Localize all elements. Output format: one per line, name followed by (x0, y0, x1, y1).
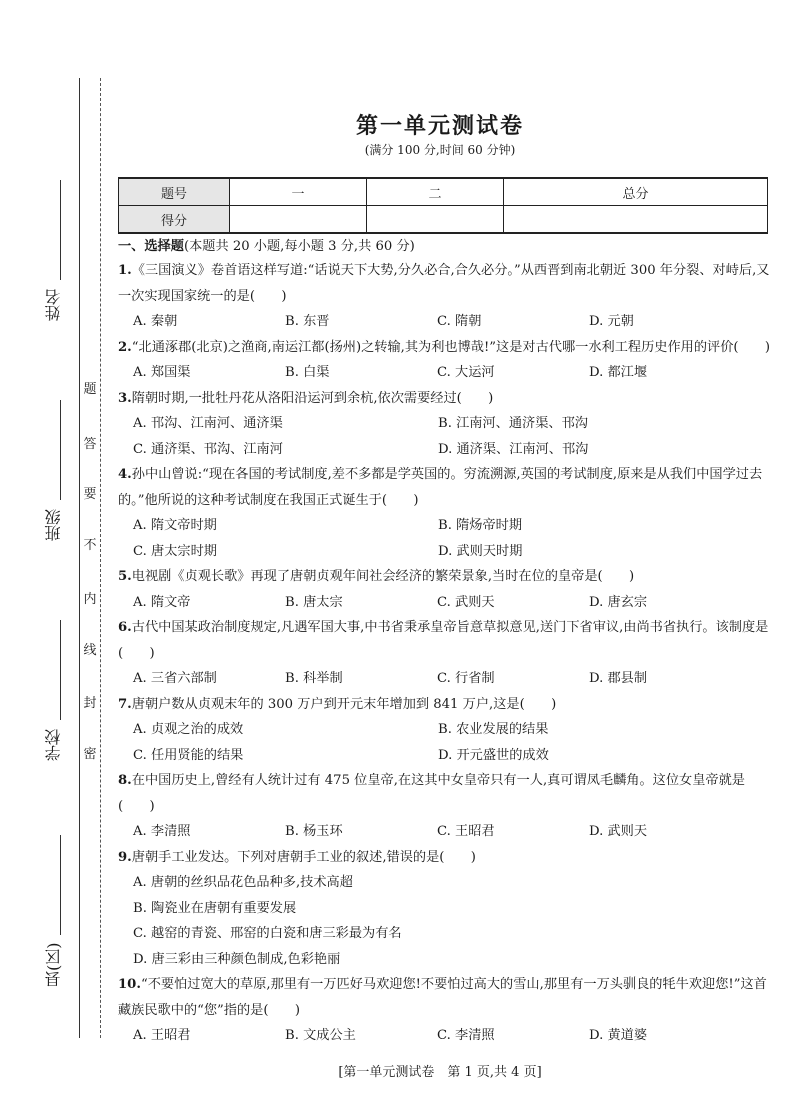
seal-char: 线 (83, 643, 97, 658)
answer-option[interactable]: D. 唐三彩由三种颜色制成,色彩艳丽 (133, 951, 341, 967)
question-stem (118, 692, 780, 718)
exam-title: 第一单元测试卷 (355, 113, 524, 139)
seal-char: 答 (83, 437, 97, 452)
answer-option[interactable]: D. 唐玄宗 (589, 594, 648, 610)
option-list (118, 411, 780, 462)
score-header-cell: 二 (366, 178, 503, 206)
school-field-label: 学校 (44, 729, 63, 761)
answer-option[interactable]: B. 文成公主 (285, 1028, 356, 1043)
answer-option[interactable]: C. 李清照 (437, 1028, 495, 1043)
answer-option[interactable]: B. 杨玉环 (285, 824, 343, 839)
score-header-cell: 一 (230, 178, 367, 206)
option-list (118, 870, 780, 972)
answer-option[interactable]: D. 开元盛世的成效 (438, 747, 549, 763)
class-field-label: 班级 (44, 509, 63, 541)
question-stem (118, 564, 780, 590)
answer-option[interactable]: A. 郑国渠 (133, 365, 191, 380)
answer-option[interactable]: D. 通济渠、江南河、邗沟 (438, 441, 589, 457)
question-stem (118, 845, 780, 871)
answer-option[interactable]: C. 越窑的青瓷、邢窑的白瓷和唐三彩最为有名 (133, 926, 402, 941)
answer-option[interactable]: A. 李清照 (133, 824, 191, 839)
score-input-cell[interactable] (230, 206, 367, 234)
answer-option[interactable]: D. 武则天 (589, 824, 648, 839)
question-text: 《三国演义》卷首语这样写道:“话说天下大势,分久必合,合久必分。”从西晋到南北朝近 300 年分裂、对峙后,又一次实现国家统一的是( ) (118, 263, 770, 304)
option-list (118, 819, 780, 845)
question-number: 2. (118, 339, 132, 355)
answer-option[interactable]: A. 隋文帝时期 (133, 518, 217, 533)
answer-option[interactable]: D. 武则天时期 (438, 543, 523, 559)
answer-option[interactable]: C. 行省制 (437, 671, 495, 686)
question-number: 1. (118, 263, 132, 278)
seal-char: 密 (83, 747, 97, 762)
question-number: 4. (118, 467, 132, 482)
seal-char: 要 (83, 487, 97, 502)
score-input-cell[interactable] (366, 206, 503, 234)
answer-option[interactable]: A. 秦朝 (133, 314, 178, 329)
question-text: 在中国历史上,曾经有人统计过有 475 位皇帝,在这其中女皇帝只有一人,真可谓凤毛麟角。这位女皇帝就是( ) (118, 773, 745, 814)
option-list (118, 513, 780, 564)
option-list (118, 1023, 780, 1049)
exam-subtitle: (满分 100 分,时间 60 分钟) (364, 143, 516, 157)
question-stem (118, 386, 780, 412)
option-list (118, 309, 780, 335)
option-list (118, 717, 780, 768)
score-header-cell: 总分 (503, 178, 767, 206)
question-stem (118, 335, 780, 361)
answer-option[interactable]: D. 都江堰 (589, 365, 648, 380)
question-text: 唐朝户数从贞观末年的 300 万户到开元末年增加到 841 万户,这是( ) (131, 696, 557, 712)
answer-option[interactable]: B. 陶瓷业在唐朝有重要发展 (133, 900, 297, 916)
option-list (118, 666, 780, 692)
class-blank-line (60, 400, 61, 500)
answer-option[interactable]: A. 三省六部制 (133, 671, 217, 686)
question-number: 10. (118, 977, 141, 992)
answer-option[interactable]: C. 唐太宗时期 (133, 543, 217, 559)
answer-option[interactable]: D. 元朝 (589, 314, 634, 329)
question-number: 5. (118, 569, 132, 584)
question-stem (118, 462, 780, 513)
question-text: “北通涿郡(北京)之渔商,南运江都(扬州)之转输,其为利也博哉!”这是对古代哪一水利工程历史作用的评价( ) (131, 339, 771, 355)
question-text: 隋朝时期,一批牡丹花从洛阳沿运河到余杭,依次需要经过( ) (131, 390, 494, 406)
name-blank-line (60, 180, 61, 280)
question-stem (118, 768, 780, 819)
answer-option[interactable]: A. 唐朝的丝织品花色品种多,技术高超 (133, 875, 353, 890)
score-table-header-row (119, 178, 768, 206)
answer-option[interactable]: C. 武则天 (437, 594, 495, 610)
county-blank-line (60, 835, 61, 935)
question-stem (118, 972, 780, 1023)
question-area (118, 236, 780, 1049)
score-table (118, 177, 768, 234)
answer-option[interactable]: B. 江南河、通济渠、邗沟 (438, 416, 588, 431)
question-number: 3. (118, 390, 132, 406)
question-number: 7. (118, 696, 132, 712)
answer-option[interactable]: B. 东晋 (285, 314, 330, 329)
answer-option[interactable]: C. 通济渠、邗沟、江南河 (133, 441, 283, 457)
score-table-score-row (119, 206, 768, 234)
answer-option[interactable]: A. 王昭君 (133, 1028, 191, 1043)
score-header-cell: 题号 (119, 178, 230, 206)
name-field-label: 姓名 (44, 289, 63, 321)
score-row-label: 得分 (119, 206, 230, 234)
seal-char: 不 (83, 538, 97, 553)
seal-char: 封 (83, 696, 97, 711)
answer-option[interactable]: A. 贞观之治的成效 (133, 722, 244, 737)
question-text: “不要怕过宽大的草原,那里有一万匹好马欢迎您!不要怕过高大的雪山,那里有一万头驯良的牦牛欢迎您!”这首藏族民歌中的“您”指的是( ) (118, 977, 767, 1018)
option-list (118, 590, 780, 616)
section-note: (本题共 20 小题,每小题 3 分,共 60 分) (183, 239, 415, 254)
seal-char: 内 (83, 592, 97, 607)
answer-option[interactable]: B. 隋炀帝时期 (438, 518, 523, 533)
question-stem (118, 258, 780, 309)
question-number: 9. (118, 849, 132, 865)
question-stem (118, 615, 780, 666)
answer-option[interactable]: A. 隋文帝 (133, 594, 191, 610)
score-input-cell[interactable] (503, 206, 767, 234)
binding-dashed-line (100, 78, 101, 1038)
answer-option[interactable]: B. 白渠 (285, 365, 330, 380)
answer-option[interactable]: A. 邗沟、江南河、通济渠 (133, 416, 283, 431)
question-text: 孙中山曾说:“现在各国的考试制度,差不多都是学英国的。穷流溯源,英国的考试制度,原来是从我们中国学过去的。”他所说的这种考试制度在我国正式诞生于( ) (118, 467, 763, 508)
question-text: 古代中国某政治制度规定,凡遇军国大事,中书省秉承皇帝旨意草拟意见,送门下省审议,由尚书省执行。该制度是( ) (118, 620, 769, 661)
answer-option[interactable]: D. 郡县制 (589, 671, 648, 686)
seal-char: 题 (83, 382, 97, 397)
question-number: 6. (118, 620, 132, 635)
answer-option[interactable]: B. 科举制 (285, 671, 343, 686)
section-heading (118, 236, 780, 258)
answer-option[interactable]: C. 王昭君 (437, 824, 495, 839)
answer-option[interactable]: C. 隋朝 (437, 314, 482, 329)
question-number: 8. (118, 773, 132, 788)
option-list (118, 360, 780, 386)
question-text: 唐朝手工业发达。下列对唐朝手工业的叙述,错误的是( ) (131, 849, 476, 865)
answer-option[interactable]: C. 任用贤能的结果 (133, 747, 244, 763)
page-footer: [第一单元测试卷 第 1 页,共 4 页] (338, 1065, 542, 1080)
county-field-label: 县(区) (44, 942, 63, 988)
question-text: 电视剧《贞观长歌》再现了唐朝贞观年间社会经济的繁荣景象,当时在位的皇帝是( ) (131, 569, 635, 584)
section-title: 一、选择题 (118, 239, 184, 254)
answer-option[interactable]: D. 黄道婆 (589, 1028, 648, 1043)
answer-option[interactable]: B. 农业发展的结果 (438, 722, 549, 737)
binding-solid-line (79, 78, 80, 1038)
answer-option[interactable]: C. 大运河 (437, 365, 495, 380)
school-blank-line (60, 620, 61, 720)
answer-option[interactable]: B. 唐太宗 (285, 594, 343, 610)
